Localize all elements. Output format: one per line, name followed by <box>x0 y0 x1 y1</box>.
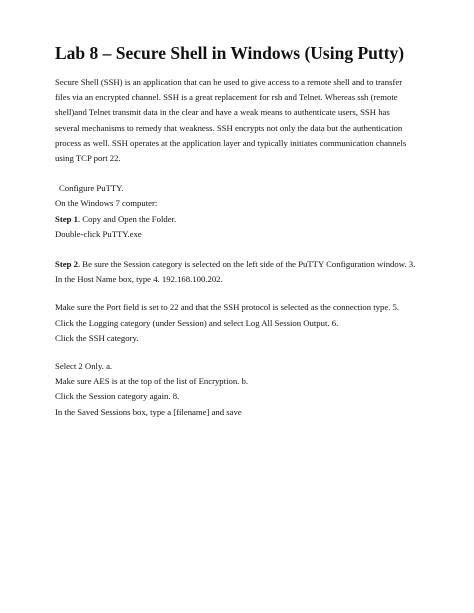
select-2-line: Select 2 Only. a. <box>55 361 113 372</box>
aes-line: Make sure AES is at the top of the list of Encryption. b. <box>55 376 249 387</box>
saved-sessions-line: In the Saved Sessions box, type a [filename] and save <box>55 406 242 417</box>
step1-line <box>55 212 425 227</box>
intro-line: several mechanisms to remedy that weakness. SSH encrypts not only the data but the authentication <box>55 122 403 133</box>
windows7-line: On the Windows 7 computer: <box>55 198 158 209</box>
session-again-line: Click the Session category again. 8. <box>55 391 180 402</box>
page-title: Lab 8 – Secure Shell in Windows (Using Putty) <box>55 43 405 63</box>
host-name-line: In the Host Name box, type 4. 192.168.100.202. <box>55 274 223 285</box>
document-body <box>55 75 425 420</box>
intro-line: process as well. SSH operates at the application layer and typically initiates communication channels <box>55 137 407 148</box>
intro-line: files via an encrypted channel. SSH is a great replacement for rsh and Telnet. Whereas ssh (remote <box>55 92 398 103</box>
step2-label: Step 2 <box>55 259 78 270</box>
logging-line: Click the Logging category (under Session) and select Log All Session Output. 6. <box>55 317 339 328</box>
step1-text: . Copy and Open the Folder. <box>77 213 177 224</box>
step2-text: . Be sure the Session category is selected on the left side of the PuTTY Configuration window. 3. <box>77 259 416 270</box>
step2-line <box>55 257 425 272</box>
step1-label: Step 1 <box>55 213 78 224</box>
configure-putty-line: Configure PuTTY. <box>59 183 124 194</box>
ssh-category-line: Click the SSH category. <box>55 332 139 343</box>
intro-line: shell)and Telnet transmit data in the clear and have a weak means to authenticate users, SSH has <box>55 107 390 118</box>
double-click-line: Double-click PuTTY.exe <box>55 228 142 239</box>
port-line: Make sure the Port field is set to 22 and that the SSH protocol is selected as the connection type. 5. <box>55 302 400 313</box>
intro-line: Secure Shell (SSH) is an application that can be used to give access to a remote shell and to transfer <box>55 77 403 87</box>
intro-line: using TCP port 22. <box>55 153 121 164</box>
